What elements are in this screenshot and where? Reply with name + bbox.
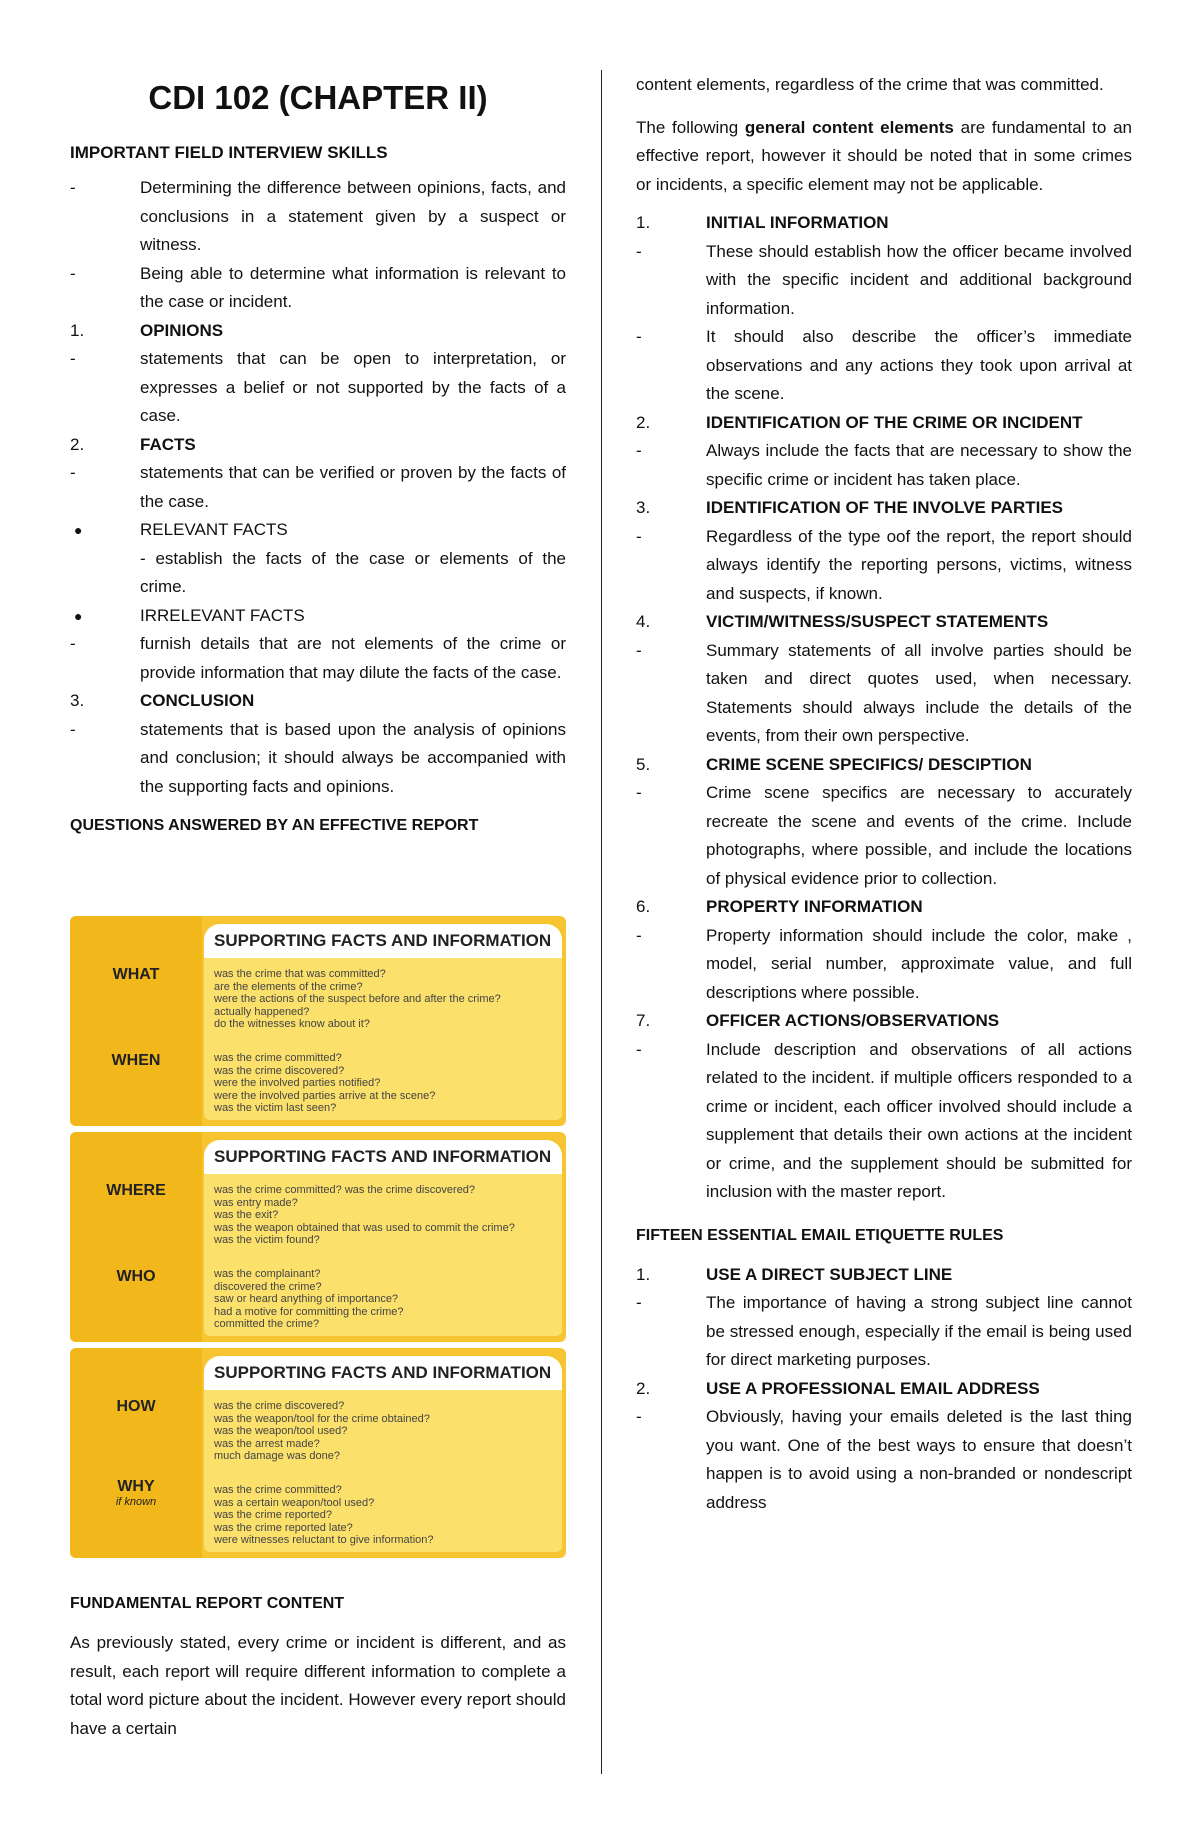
questions-heading: QUESTIONS ANSWERED BY AN EFFECTIVE REPORT: [70, 817, 479, 834]
element-dash: - These should establish how the officer became involved with the specific incident and additional background information.: [636, 241, 1132, 318]
infographic-caption: SUPPORTING FACTS AND INFORMATION: [204, 924, 562, 958]
where-lines: was the crime committed? was the crime discovered? was entry made? was the exit? was the weapon obtained that was used to commit the crime? was the victim found?: [214, 1184, 515, 1246]
element-heading-3: 3. IDENTIFICATION OF THE INVOLVE PARTIES: [636, 498, 1064, 517]
conclusion-heading: 3. CONCLUSION: [70, 691, 255, 710]
column-divider: [601, 70, 602, 1774]
element-dash: - Always include the facts that are necessary to show the specific crime or incident has taken place.: [636, 441, 1132, 489]
relevant-facts-item: ● RELEVANT FACTS: [70, 516, 566, 545]
element-dash: - Crime scene specifics are necessary to accurately recreate the scene and events of the crime. Include photographs, where possible, and include the locations of physical evidence prior to collection.: [636, 783, 1132, 888]
when-label: WHEN: [111, 1052, 161, 1069]
fundamental-heading: FUNDAMENTAL REPORT CONTENT: [70, 1595, 345, 1612]
infographic-panel-1: [70, 916, 566, 1126]
interview-dash-2: - Being able to determine what information is relevant to the case or incident.: [70, 263, 566, 311]
opinions-heading: 1. OPINIONS: [70, 320, 224, 340]
fundamental-paragraph: As previously stated, every crime or incident is different, and as result, each report will require different information to complete a total word picture about the incident. However every report should have a certain: [70, 1633, 566, 1738]
element-heading-4: 4. VICTIM/WITNESS/SUSPECT STATEMENTS: [636, 612, 1049, 631]
page-title: CDI 102 (CHAPTER II): [148, 79, 488, 116]
how-lines: was the crime discovered? was the weapon/tool for the crime obtained? was the weapon/tool used? was the arrest made? much damage was done?: [214, 1400, 430, 1462]
how-label: HOW: [116, 1398, 156, 1415]
interview-skills-section: [70, 142, 566, 837]
why-lines: was the crime committed? was a certain weapon/tool used? was the crime reported? was the crime reported late? were witnesses reluctant to give information?: [214, 1484, 434, 1546]
conclusion-desc: - statements that is based upon the analysis of opinions and conclusion; it should always be accompanied with the supporting facts and opinions.: [70, 719, 566, 796]
relevant-facts-desc: - establish the facts of the case or elements of the crime.: [140, 548, 566, 596]
email-rule-desc-2: - Obviously, having your emails deleted is the last thing you want. One of the best ways to ensure that doesn’t happen is to avoid using a non-branded or nondescript address: [636, 1407, 1132, 1512]
who-label: WHO: [116, 1268, 156, 1285]
element-heading-6: 6. PROPERTY INFORMATION: [636, 897, 923, 916]
element-dash: - Regardless of the type oof the report, the report should always identify the reporting persons, victims, witness and suspects, if known.: [636, 526, 1132, 603]
opinions-desc: - statements that can be open to interpretation, or expresses a belief or not supported by the facts of a case.: [70, 349, 566, 425]
content-elements-list: [636, 209, 1132, 1207]
element-heading-2: 2. IDENTIFICATION OF THE CRIME OR INCIDENT: [636, 412, 1083, 432]
element-heading-1: 1. INITIAL INFORMATION: [636, 213, 889, 232]
bullet-icon: ●: [74, 522, 83, 538]
element-heading-5: 5. CRIME SCENE SPECIFICS/ DESCIPTION: [636, 754, 1032, 774]
email-rule-desc-1: - The importance of having a strong subject line cannot be stressed enough, especially if the email is being used for direct marketing purposes.: [636, 1293, 1132, 1369]
when-lines: was the crime committed? was the crime discovered? were the involved parties notified? were the involved parties arrive at the scene? was the victim last seen?: [214, 1052, 436, 1114]
email-rule-heading-2: 2. USE A PROFESSIONAL EMAIL ADDRESS: [636, 1378, 1040, 1398]
facts-heading: 2. FACTS: [70, 434, 196, 454]
element-heading-7: 7. OFFICER ACTIONS/OBSERVATIONS: [636, 1011, 1000, 1030]
element-dash: - Include description and observations of all actions related to the incident. if multiple officers responded to a crime or incident, each officer involved should include a supplement that details their own actions at the incident or crime, and the supplement should be submitted for inclusion with the master report.: [636, 1039, 1132, 1201]
interview-heading: IMPORTANT FIELD INTERVIEW SKILLS: [70, 143, 388, 162]
what-label: WHAT: [112, 966, 160, 983]
facts-desc: - statements that can be verified or proven by the facts of the case.: [70, 463, 566, 511]
email-heading: FIFTEEN ESSENTIAL EMAIL ETIQUETTE RULES: [636, 1226, 1004, 1244]
questions-infographic: [70, 916, 566, 1566]
why-label: WHY if known: [115, 1478, 157, 1508]
intro-paragraph: The following general content elements are fundamental to an effective report, however it should be noted that in some crimes or incidents, a specific element may not be applicable.: [636, 117, 1132, 194]
element-dash: - It should also describe the officer’s immediate observations and any actions they took upon arrival at the scene.: [636, 327, 1132, 403]
who-lines: was the complainant? discovered the crime? saw or heard anything of importance? had a motive for committing the crime? committed the crime?: [214, 1268, 404, 1330]
infographic-panel-2: SUPPORTING FACTS AND INFORMATION was the crime committed? was the crime discovered? was entry made? was the exit? was the weapon obtained that was used to commit the crime? was the victim found? was the complainant? discovered the crime? saw or heard anything of importance? had a motive for committing the crime? committed the crime? WHERE WHO: [70, 1132, 566, 1342]
irrelevant-facts-item: ● IRRELEVANT FACTS: [70, 602, 566, 631]
bullet-icon: ●: [74, 607, 83, 624]
email-rule-heading-1: 1. USE A DIRECT SUBJECT LINE: [636, 1264, 953, 1284]
element-dash: - Summary statements of all involve parties should be taken and direct quotes used, when necessary. Statements should always include the details of the events, from their own perspective.: [636, 640, 1132, 745]
fundamental-section: [70, 1593, 566, 1743]
irrelevant-facts-desc: - furnish details that are not elements of the crime or provide information that may dilute the facts of the case.: [70, 634, 566, 682]
infographic-panel-3: SUPPORTING FACTS AND INFORMATION was the crime discovered? was the weapon/tool for the crime obtained? was the weapon/tool used? was the arrest made? much damage was done? was the crime committed? was a certain weapon/tool used? was the crime reported? was the crime reported late? were witnesses reluctant to give information? HOW WHY if known: [70, 1348, 566, 1558]
interview-dash-1: - Determining the difference between opinions, facts, and conclusions in a statement given by a suspect or witness.: [70, 178, 566, 254]
what-lines: was the crime that was committed? are the elements of the crime? were the actions of the suspect before and after the crime? actually happened? do the witnesses know about it?: [214, 968, 501, 1030]
where-label: WHERE: [106, 1182, 166, 1199]
element-dash: - Property information should include the color, make , model, serial number, approximate value, and full descriptions where possible.: [636, 925, 1132, 1002]
continued-paragraph: content elements, regardless of the crime that was committed.: [636, 75, 1104, 94]
